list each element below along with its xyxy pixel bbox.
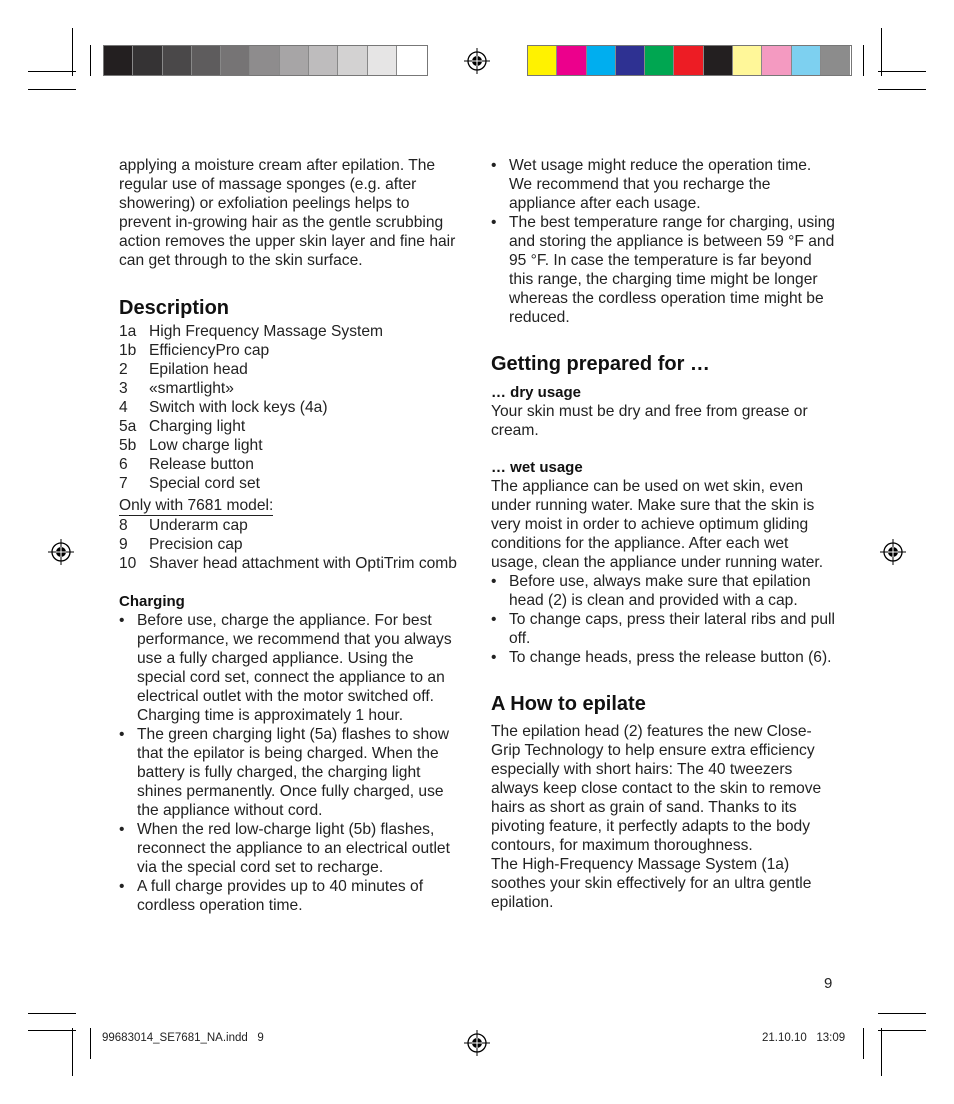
left-column (119, 156, 464, 915)
list-item (119, 398, 464, 417)
item-text: Precision cap (149, 536, 243, 553)
crop-mark (28, 71, 76, 72)
footer-filename: 99683014_SE7681_NA.indd 9 (102, 1032, 264, 1044)
model-list (119, 516, 464, 573)
item-text: «smartlight» (149, 380, 234, 397)
list-item: • Before use, always make sure that epilation head (2) is clean and provided with a cap. (491, 572, 837, 610)
item-number: 3 (119, 380, 128, 397)
top-bullet-list (491, 156, 837, 327)
list-item (119, 417, 464, 436)
list-item (119, 535, 464, 554)
grayscale-swatch (250, 46, 279, 75)
list-item: • To change heads, press the release button (6). (491, 648, 837, 667)
grayscale-calibration-bar (103, 45, 428, 76)
color-swatch (645, 46, 674, 75)
crop-mark (72, 1028, 73, 1076)
item-number: 1b (119, 342, 137, 359)
list-item (119, 516, 464, 535)
color-swatch (587, 46, 616, 75)
list-item (119, 379, 464, 398)
item-text: Switch with lock keys (4a) (149, 399, 328, 416)
color-swatch (792, 46, 821, 75)
wet-usage-heading: … wet usage (491, 459, 583, 476)
item-text: EfficiencyPro cap (149, 342, 270, 359)
list-item (119, 455, 464, 474)
massage-paragraph: The High-Frequency Massage System (1a) soothes your skin effectively for an ultra gentle epilation. (491, 856, 812, 911)
intro-paragraph: applying a moisture cream after epilation. The regular use of massage sponges (e.g. after showering) or exfoliation peelings helps to prevent in-growing hair as the gentle scrubbing action removes the upper skin layer and fine hair can get through to the skin surface. (119, 157, 456, 269)
grayscale-swatch (368, 46, 397, 75)
wet-usage-list (491, 572, 837, 667)
list-item (119, 322, 464, 341)
item-text: Epilation head (149, 361, 248, 378)
color-swatch (762, 46, 791, 75)
grayscale-swatch (133, 46, 162, 75)
item-text: Special cord set (149, 475, 260, 492)
crop-mark (881, 1028, 882, 1076)
color-swatch (821, 46, 850, 75)
item-text: High Frequency Massage System (149, 323, 384, 340)
list-item (119, 360, 464, 379)
grayscale-swatch (338, 46, 367, 75)
charging-list (119, 611, 464, 915)
registration-mark-icon (880, 539, 906, 565)
crop-mark (878, 1030, 926, 1031)
dry-usage-heading: … dry usage (491, 384, 582, 401)
crop-mark (90, 45, 91, 76)
item-text: Charging light (149, 418, 246, 435)
grayscale-swatch (221, 46, 250, 75)
item-text: Release button (149, 456, 254, 473)
registration-mark-icon (48, 539, 74, 565)
list-item (119, 436, 464, 455)
list-item: • The best temperature range for charging, using and storing the appliance is between 59 °F and 95 °F. In case the temperature is far beyond this range, the charging time might be longer whereas the cordless operation time might be reduced. (491, 213, 837, 327)
footer-timestamp: 21.10.10 13:09 (762, 1032, 846, 1044)
item-number: 8 (119, 517, 128, 534)
model-note: Only with 7681 model: (119, 497, 274, 514)
list-item (119, 554, 464, 573)
crop-mark (878, 1013, 926, 1014)
grayscale-swatch (397, 46, 426, 75)
list-item: • Wet usage might reduce the operation time. We recommend that you recharge the appliance after each usage. (491, 156, 837, 213)
item-number: 4 (119, 399, 128, 416)
color-swatch (674, 46, 703, 75)
crop-mark (863, 45, 864, 76)
item-number: 5a (119, 418, 137, 435)
crop-mark (863, 1028, 864, 1059)
item-number: 2 (119, 361, 128, 378)
color-calibration-bar (527, 45, 852, 76)
right-column (491, 156, 837, 912)
item-number: 5b (119, 437, 137, 454)
color-swatch (704, 46, 733, 75)
color-swatch (616, 46, 645, 75)
charging-heading: Charging (119, 593, 185, 610)
how-to-epilate-heading: A How to epilate (491, 693, 646, 715)
list-item: • When the red low-charge light (5b) flashes, reconnect the appliance to an electrical outlet via the special cord set to recharge. (119, 820, 464, 877)
crop-mark (881, 28, 882, 76)
list-item: • A full charge provides up to 40 minutes of cordless operation time. (119, 877, 464, 915)
crop-mark (878, 71, 926, 72)
description-heading: Description (119, 297, 230, 319)
color-swatch (733, 46, 762, 75)
getting-prepared-heading: Getting prepared for … (491, 353, 710, 375)
grayscale-swatch (163, 46, 192, 75)
item-number: 10 (119, 555, 137, 572)
crop-mark (878, 89, 926, 90)
page-number: 9 (824, 975, 833, 992)
list-item (119, 474, 464, 493)
item-number: 7 (119, 475, 128, 492)
list-item: • The green charging light (5a) flashes to show that the epilator is being charged. When the battery is fully charged, the charging light shines permanently. Once fully charged, use the appliance without cord. (119, 725, 464, 820)
dry-usage-text: Your skin must be dry and free from grease or cream. (491, 403, 808, 439)
color-swatch (557, 46, 586, 75)
crop-mark (28, 1013, 76, 1014)
item-text: Shaver head attachment with OptiTrim comb (149, 555, 457, 572)
epilate-paragraph: The epilation head (2) features the new Close-Grip Technology to help ensure extra efficiency especially with short hairs: The 40 tweezers always keep close contact to the skin to remove hairs as short as grain of sand. Thanks to its pivoting feature, it perfectly adapts to the body contours, for maximum thoroughness. (491, 723, 822, 854)
item-number: 6 (119, 456, 128, 473)
description-list (119, 322, 464, 493)
grayscale-swatch (192, 46, 221, 75)
list-item: • Before use, charge the appliance. For best performance, we recommend that you always use a fully charged appliance. Using the special cord set, connect the appliance to an electrical outlet with the motor switched off. Charging time is approximately 1 hour. (119, 611, 464, 725)
grayscale-swatch (309, 46, 338, 75)
item-text: Low charge light (149, 437, 263, 454)
item-text: Underarm cap (149, 517, 248, 534)
crop-mark (28, 89, 76, 90)
crop-mark (72, 28, 73, 76)
grayscale-swatch (104, 46, 133, 75)
registration-mark-icon (464, 48, 490, 74)
grayscale-swatch (280, 46, 309, 75)
list-item (119, 341, 464, 360)
color-swatch (528, 46, 557, 75)
crop-mark (28, 1030, 76, 1031)
item-number: 1a (119, 323, 137, 340)
crop-mark (90, 1028, 91, 1059)
item-number: 9 (119, 536, 128, 553)
list-item: • To change caps, press their lateral ribs and pull off. (491, 610, 837, 648)
registration-mark-icon (464, 1030, 490, 1056)
wet-usage-text: The appliance can be used on wet skin, even under running water. Make sure that the skin is very moist in order to achieve optimum gliding conditions for the appliance. After each wet usage, clean the appliance under running water. (491, 478, 824, 571)
